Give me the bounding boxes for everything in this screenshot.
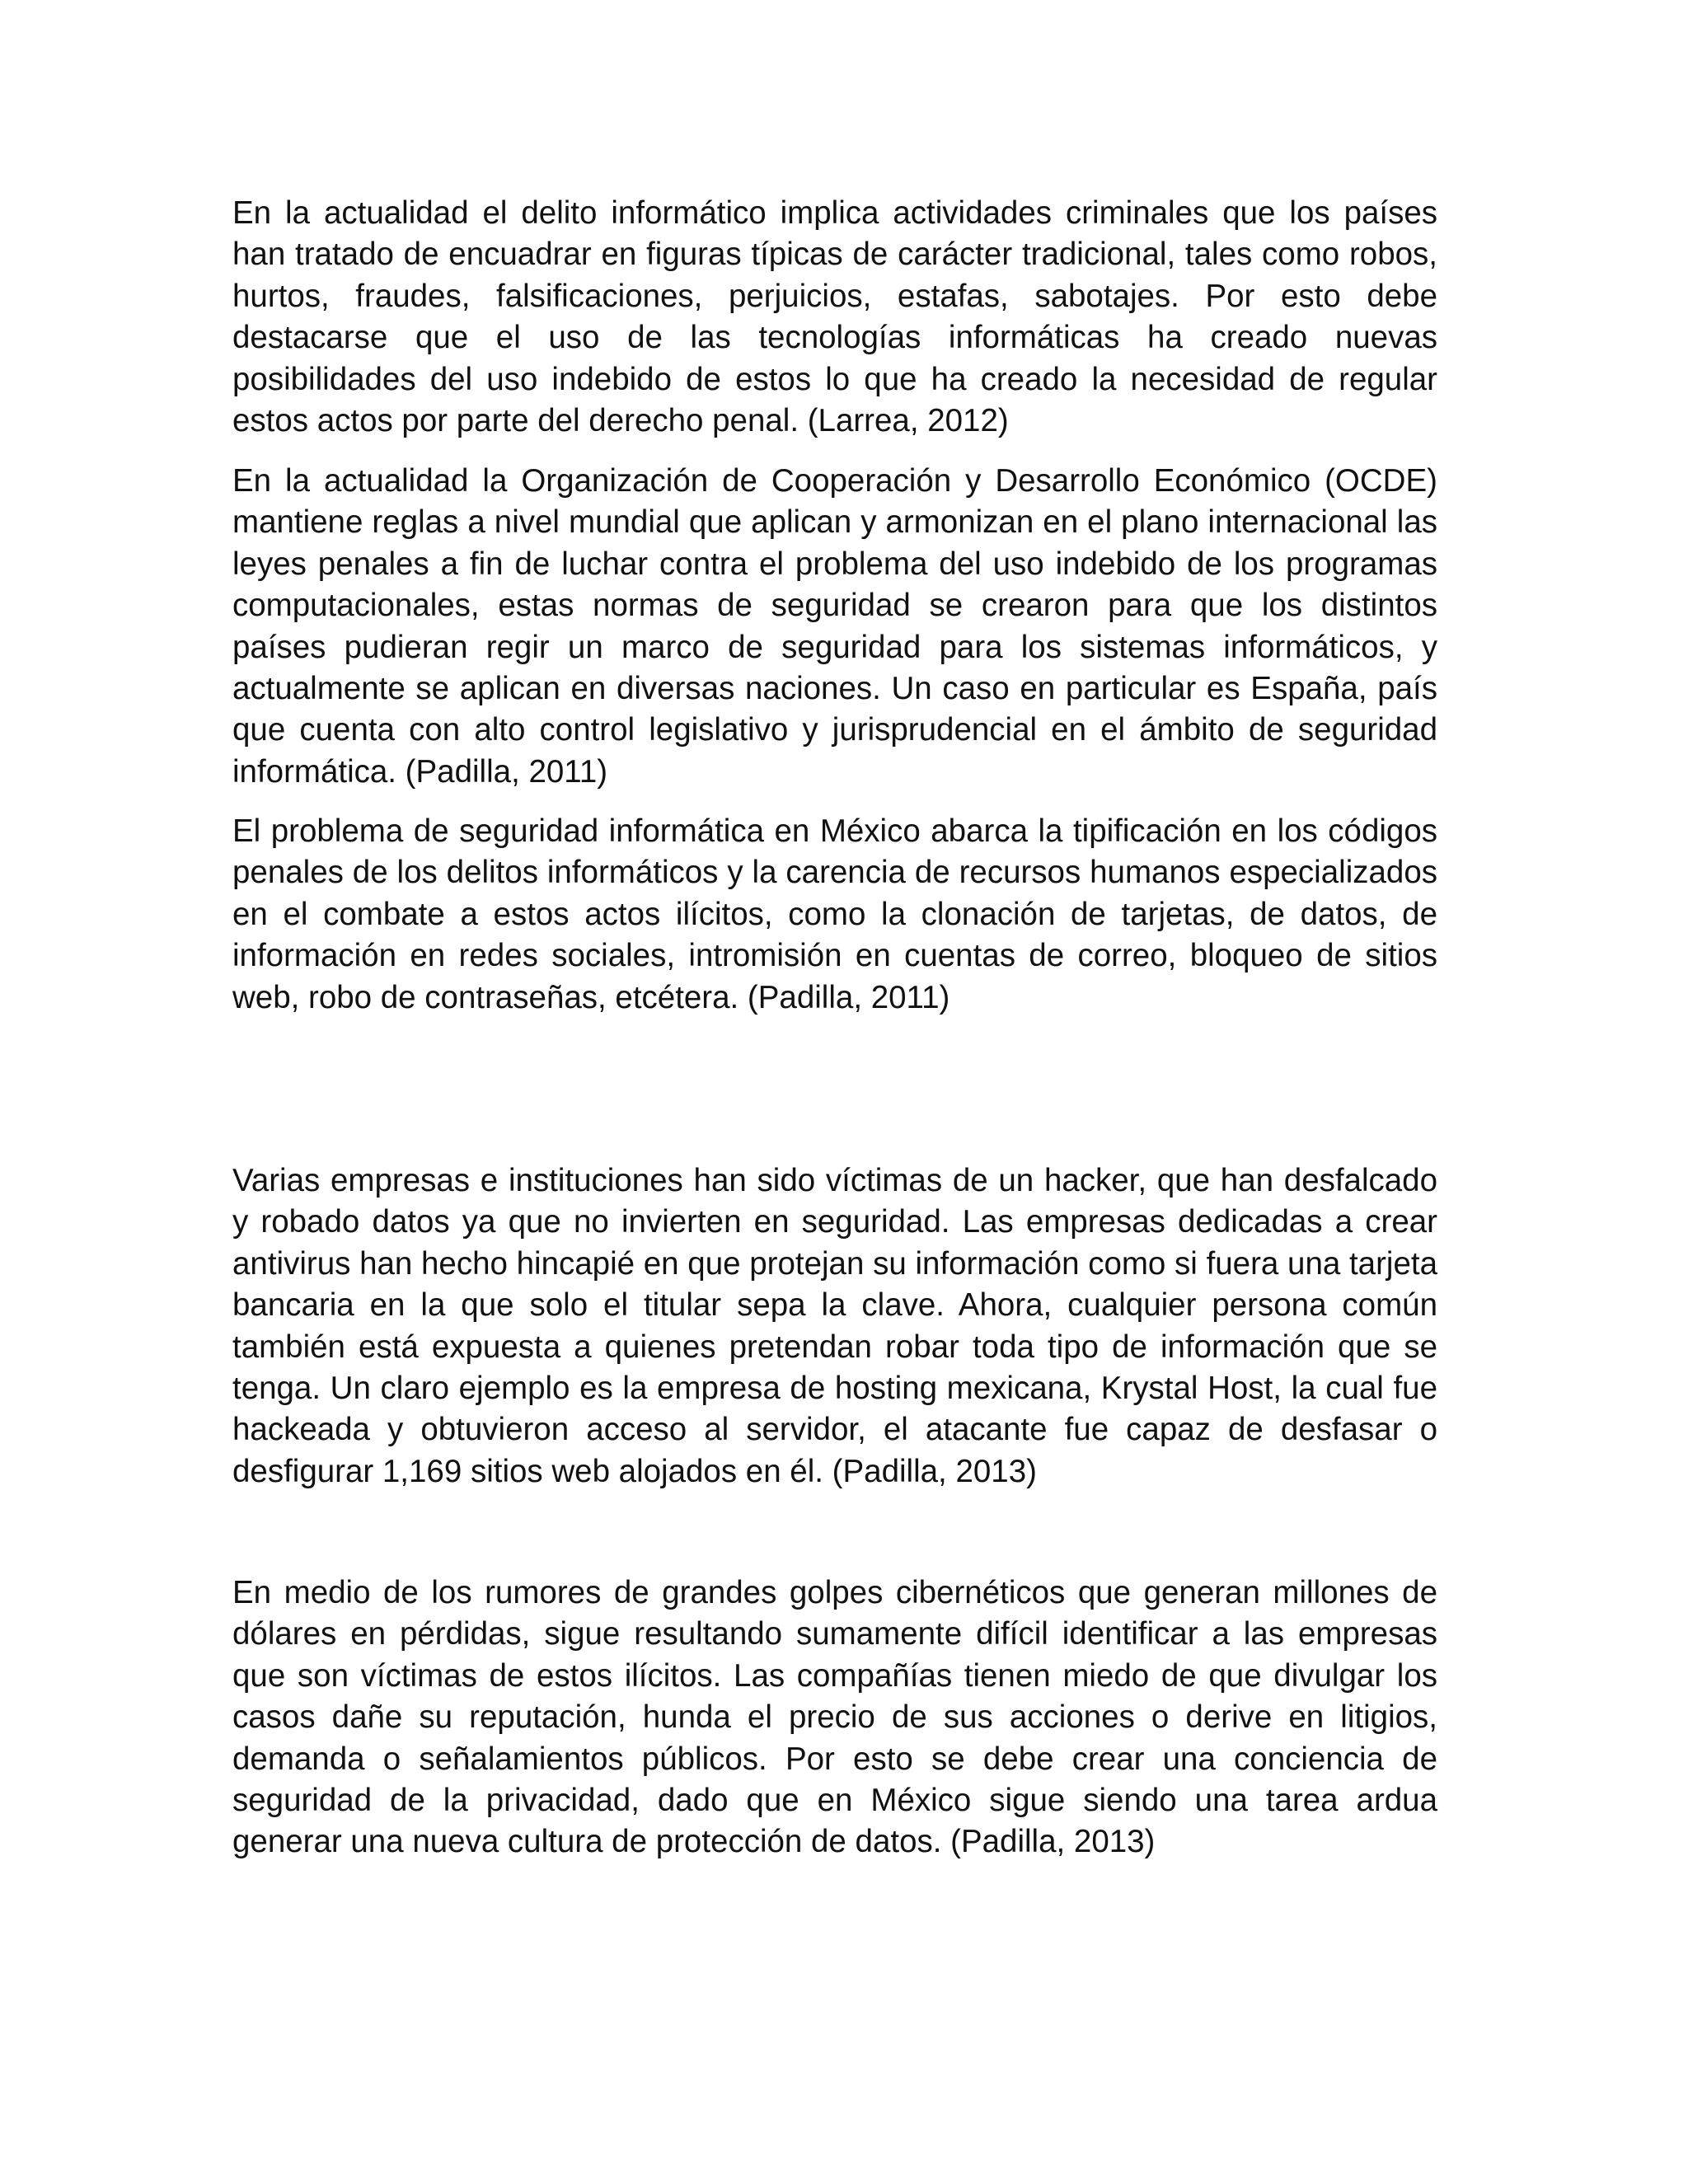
paragraph-3: El problema de seguridad informática en México abarca la tipificación en los códigos penales de los delitos informáticos y la carencia de recursos humanos especializados en el combate a estos actos ilícitos, como la clonación de tarjetas, de datos, de información en redes sociales, intromisión en cuentas de correo, bloqueo de sitios web, robo de contraseñas, etcétera. (Padilla, 2011): [232, 813, 1437, 1015]
paragraph-5: En medio de los rumores de grandes golpes cibernéticos que generan millones de dólares en pérdidas, sigue resultando sumamente difícil identificar a las empresas que son víctimas de estos ilícitos. Las compañías tienen miedo de que divulgar los casos dañe su reputación, hunda el precio de sus acciones o derive en litigios, demanda o señalamientos públicos. Por esto se debe crear una conciencia de seguridad de la privacidad, dado que en México sigue siendo una tarea ardua generar una nueva cultura de protección de datos. (Padilla, 2013): [232, 1575, 1437, 1860]
paragraph-4: Varias empresas e instituciones han sido víctimas de un hacker, que han desfalcado y robado datos ya que no invierten en seguridad. Las empresas dedicadas a crear antivirus han hecho hincapié en que protejan su información como si fuera una tarjeta bancaria en la que solo el titular sepa la clave. Ahora, cualquier persona común también está expuesta a quienes pretendan robar toda tipo de información que se tenga. Un claro ejemplo es la empresa de hosting mexicana, Krystal Host, la cual fue hackeada y obtuvieron acceso al servidor, el atacante fue capaz de desfasar o desfigurar 1,169 sitios web alojados en él. (Padilla, 2013): [232, 1163, 1437, 1489]
paragraph-2: En la actualidad la Organización de Cooperación y Desarrollo Económico (OCDE) mantiene reglas a nivel mundial que aplican y armonizan en el plano internacional las leyes penales a fin de luchar contra el problema del uso indebido de los programas computacionales, estas normas de seguridad se crearon para que los distintos países pudieran regir un marco de seguridad para los sistemas informáticos, y actualmente se aplican en diversas naciones. Un caso en particular es España, país que cuenta con alto control legislativo y jurisprudencial en el ámbito de seguridad informática. (Padilla, 2011): [232, 463, 1437, 790]
paragraph-1: En la actualidad el delito informático implica actividades criminales que los países han tratado de encuadrar en figuras típicas de carácter tradicional, tales como robos, hurtos, fraudes, falsificaciones, perjuicios, estafas, sabotajes. Por esto debe destacarse que el uso de las tecnologías informáticas ha creado nuevas posibilidades del uso indebido de estos lo que ha creado la necesidad de regular estos actos por parte del derecho penal. (Larrea, 2012): [232, 195, 1437, 439]
